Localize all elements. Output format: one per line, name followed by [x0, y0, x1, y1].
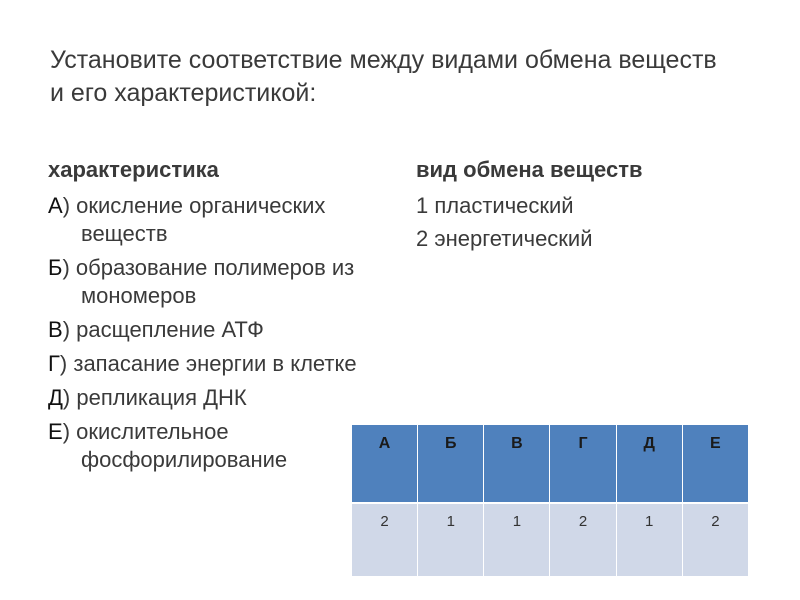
answer-table-row [352, 503, 749, 577]
item-text: ) расщепление АТФ [62, 317, 264, 342]
task-title-line-1: Установите соответствие между видами обмена веществ [50, 46, 717, 74]
item-letter: В [48, 317, 63, 342]
characteristic-item-g [48, 350, 393, 378]
answer-value-cell[interactable]: 2 [550, 503, 616, 577]
characteristics-column [48, 156, 393, 480]
metabolism-type-column [416, 156, 776, 258]
answer-value-cell[interactable]: 1 [616, 503, 682, 577]
task-title-line-2: и его характеристикой: [50, 79, 317, 107]
item-text: ) образование полимеров из мономеров [62, 255, 355, 308]
characteristic-item-b [48, 254, 393, 310]
metabolism-type-item-2: 2 энергетический [416, 226, 593, 251]
item-letter: А [48, 193, 63, 218]
item-letter: Е [48, 419, 63, 444]
answer-table [351, 424, 749, 577]
item-text: ) репликация ДНК [62, 385, 247, 410]
characteristic-item-v [48, 316, 393, 344]
answer-header-cell: Б [418, 425, 484, 504]
answer-header-cell: А [352, 425, 418, 504]
item-text: ) запасание энергии в клетке [59, 351, 357, 376]
characteristics-heading: характеристика [48, 157, 219, 182]
answer-header-cell: Е [682, 425, 748, 504]
task-title [50, 44, 770, 110]
item-text: ) окислительное фосфорилирование [62, 419, 288, 472]
answer-header-cell: Г [550, 425, 616, 504]
characteristic-item-d [48, 384, 393, 412]
item-text: ) окисление органических веществ [62, 193, 326, 246]
item-letter: Д [48, 385, 63, 410]
answer-value-cell[interactable]: 1 [418, 503, 484, 577]
answer-value-cell[interactable]: 2 [682, 503, 748, 577]
characteristic-item-a [48, 192, 393, 248]
answer-header-cell: В [484, 425, 550, 504]
metabolism-type-item-1: 1 пластический [416, 193, 574, 218]
answer-header-cell: Д [616, 425, 682, 504]
item-letter: Г [48, 351, 60, 376]
answer-value-cell[interactable]: 1 [484, 503, 550, 577]
characteristic-item-e [48, 418, 393, 474]
answer-value-cell[interactable]: 2 [352, 503, 418, 577]
metabolism-type-heading: вид обмена веществ [416, 157, 643, 182]
answer-table-header-row [352, 425, 749, 504]
item-letter: Б [48, 255, 63, 280]
